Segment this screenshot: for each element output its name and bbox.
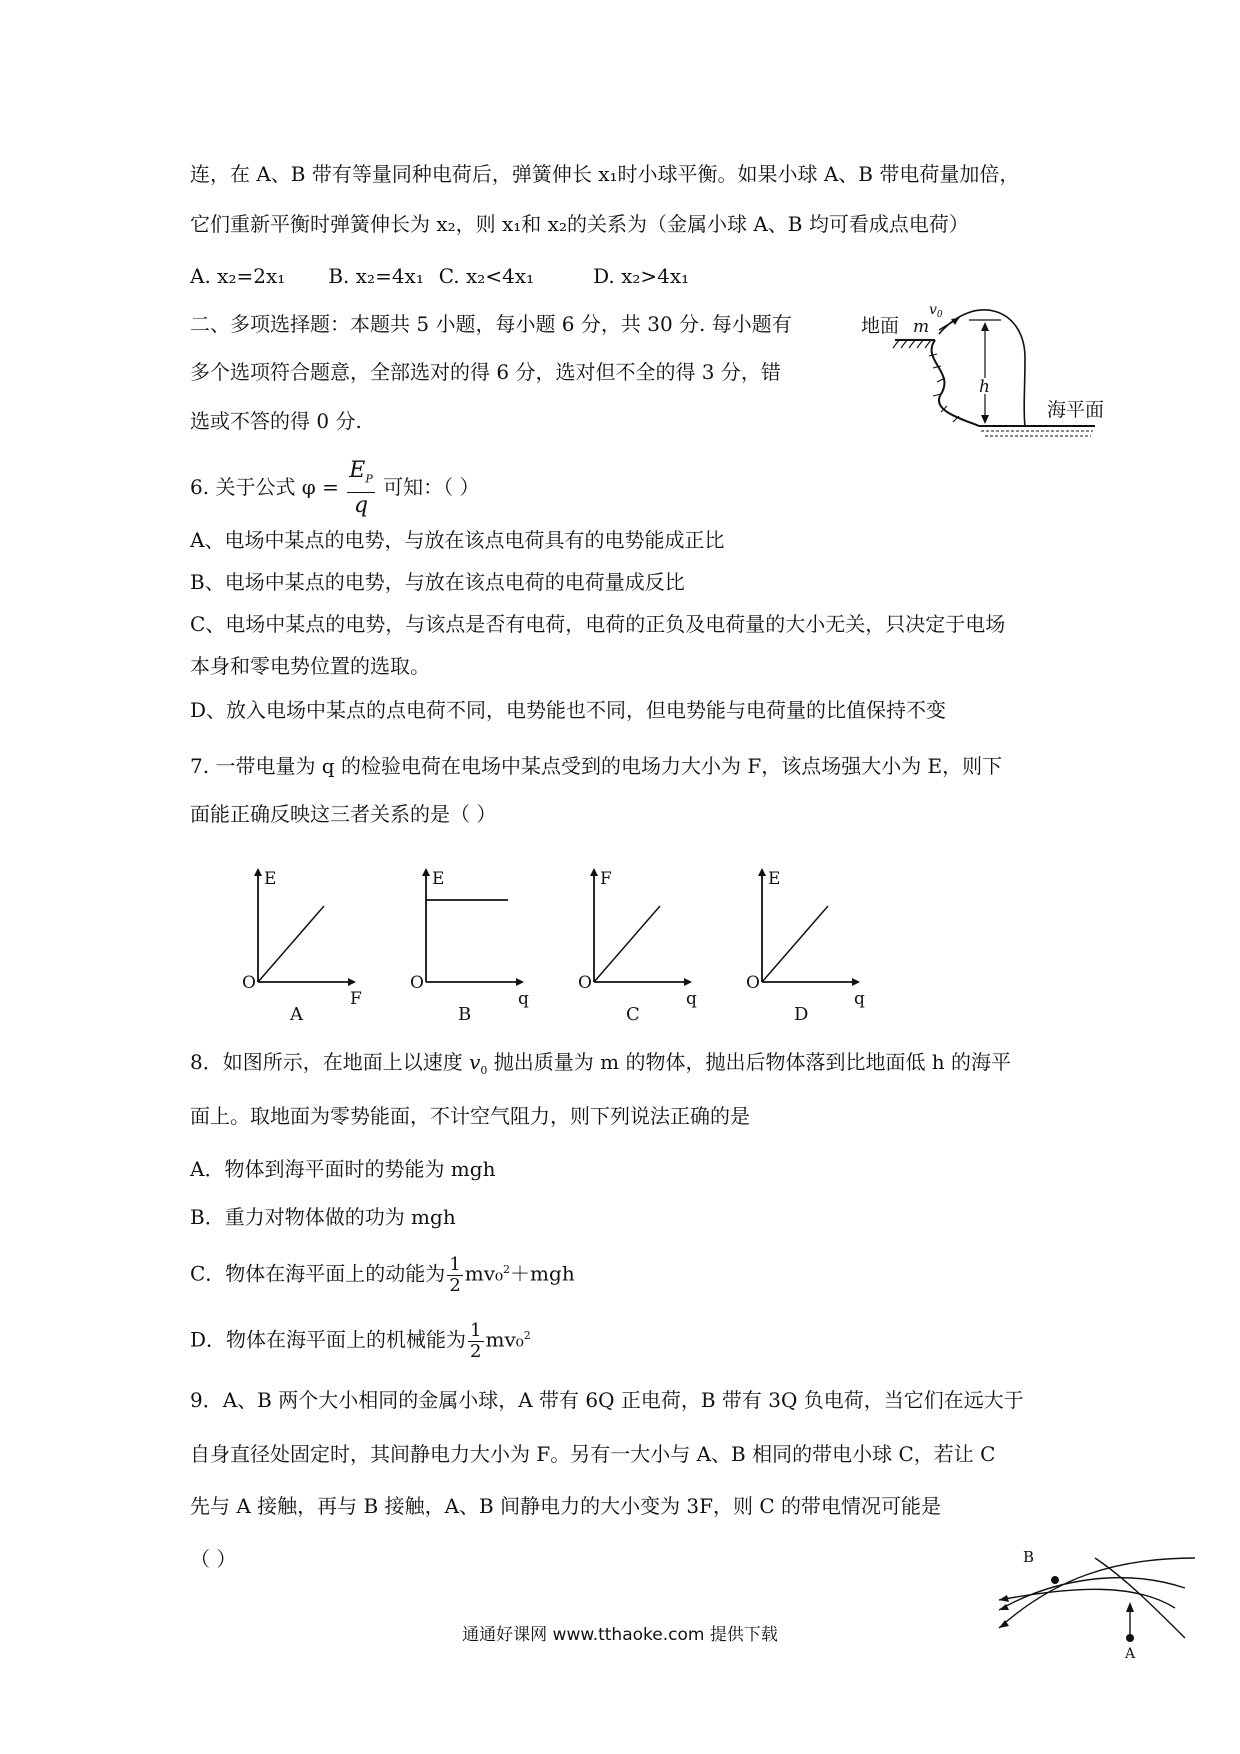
ground-label: 地面: [861, 315, 900, 337]
formula-fraction: $\frac{E_P}{q}$: [349, 458, 373, 519]
graph-caption: C: [626, 1004, 640, 1025]
mass-label: m: [913, 317, 930, 337]
q5-option-c: C. x₂<4x₁: [438, 264, 535, 288]
graph-y-label: F: [600, 869, 612, 889]
q6-option-c: C、电场中某点的电势，与该点是否有电荷，电荷的正负及电荷量的大小无关，只决定于电场: [190, 612, 1006, 636]
text-line: 本身和零电势位置的选取。: [190, 654, 430, 678]
graph-origin-label: O: [578, 973, 592, 993]
graph-x-label: q: [686, 989, 697, 1009]
graph-line: [594, 906, 660, 982]
q6-stem: 6. 关于公式 φ = $\frac{E_P}{q}$ 可知：（ ）: [190, 458, 480, 519]
graph-caption: B: [458, 1004, 472, 1025]
text-line: （ ）: [190, 1547, 237, 1571]
q7-stem: 7. 一带电量为 q 的检验电荷在电场中某点受到的电场力大小为 F，该点场强大小为 E，则下: [190, 754, 1003, 778]
text-line: 面上。取地面为零势能面，不计空气阻力，则下列说法正确的是: [190, 1104, 750, 1128]
point-b: [1051, 1576, 1059, 1584]
graph-origin-label: O: [746, 973, 760, 993]
height-label: h: [979, 377, 990, 397]
page-footer: 通通好课网 www.tthaoke.com 提供下载: [462, 1625, 778, 1645]
q5-options: [190, 262, 689, 290]
q6-option-d: D、放入电场中某点的点电荷不同，电势能也不同，但电势能与电荷量的比值保持不变: [190, 698, 947, 722]
q8-option-a: A．物体到海平面时的势能为 mgh: [190, 1157, 496, 1181]
graph-x-label: F: [350, 989, 362, 1009]
text-line: 连，在 A、B 带有等量同种电荷后，弹簧伸长 x₁时小球平衡。如果小球 A、B 带电荷量加倍，: [190, 162, 1020, 186]
q8-stem: 8．如图所示，在地面上以速度 $v_0$ 抛出质量为 m 的物体，抛出后物体落到比地面低 h 的海平: [190, 1050, 1012, 1077]
text-line: 面能正确反映这三者关系的是（ ）: [190, 802, 497, 826]
graph-line: [258, 906, 324, 982]
graph-y-label: E: [264, 869, 277, 889]
cliff-figure: [855, 298, 1125, 448]
graph-line: [762, 906, 828, 982]
q9-stem: 9．A、B 两个大小相同的金属小球，A 带有 6Q 正电荷，B 带有 3Q 负电荷，当它们在远大于: [190, 1388, 1024, 1412]
q7-graphs: [230, 850, 990, 1025]
velocity-label: $v_0$: [929, 302, 943, 320]
q8-option-d: D．物体在海平面上的机械能为 $\frac{1}{2}$ mv₀$^2$: [190, 1319, 531, 1362]
point-a-label: A: [1125, 1646, 1136, 1662]
text-line: 自身直径处固定时，其间静电力大小为 F。另有一大小与 A、B 相同的带电小球 C，若让 C: [190, 1442, 996, 1466]
point-b-label: B: [1023, 1548, 1035, 1566]
text-line: 先与 A 接触，再与 B 接触，A、B 间静电力的大小变为 3F，则 C 的带电情况可能是: [190, 1494, 942, 1518]
graph-origin-label: O: [242, 973, 256, 993]
graph-y-label: E: [432, 869, 445, 889]
graph-x-label: q: [854, 989, 865, 1009]
text-line: 选或不答的得 0 分.: [190, 409, 362, 433]
graph-y-label: E: [768, 869, 781, 889]
q8-option-c: C．物体在海平面上的动能为 $\frac{1}{2}$ mv₀$^2$＋mgh: [190, 1253, 575, 1296]
q5-option-d: D. x₂>4x₁: [593, 264, 690, 288]
graph-x-label: q: [518, 989, 529, 1009]
q5-option-a: A. x₂=2x₁: [190, 264, 286, 288]
section-heading: 二、多项选择题：本题共 5 小题，每小题 6 分，共 30 分. 每小题有: [190, 312, 792, 336]
q6-option-a: A、电场中某点的电势，与放在该点电荷具有的电势能成正比: [190, 528, 725, 552]
sea-label: 海平面: [1047, 399, 1105, 421]
text-line: 它们重新平衡时弹簧伸长为 x₂，则 x₁和 x₂的关系为（金属小球 A、B 均可看成点电荷）: [190, 212, 969, 236]
text-line: 多个选项符合题意，全部选对的得 6 分，选对但不全的得 3 分，错: [190, 360, 781, 384]
q6-option-b: B、电场中某点的电势，与放在该点电荷的电荷量成反比: [190, 570, 685, 594]
graph-origin-label: O: [410, 973, 424, 993]
q5-option-b: B. x₂=4x₁: [328, 264, 424, 288]
graph-caption: A: [290, 1004, 303, 1025]
q8-option-b: B．重力对物体做的功为 mgh: [190, 1205, 456, 1229]
graph-caption: D: [794, 1004, 809, 1025]
